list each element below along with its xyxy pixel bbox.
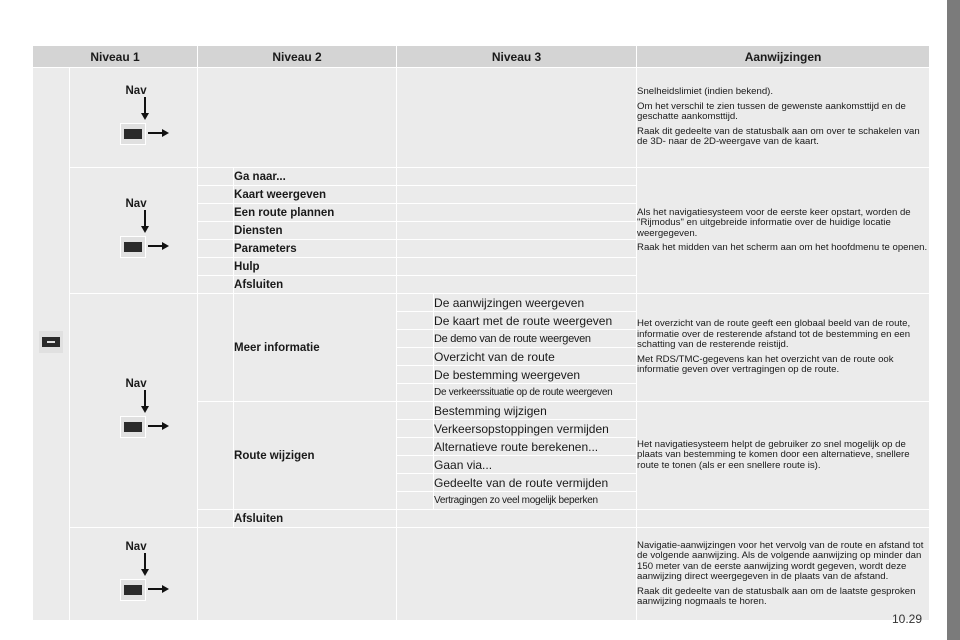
screen-key-icon: [120, 579, 146, 601]
menu-item-diensten[interactable]: Diensten: [234, 222, 397, 240]
note-block-4: Het navigatiesysteem helpt de gebruiker zo snel mogelijk op de plaats van bestemming te komen door een alternatieve, snellere route te tonen (als er een snellere route is).: [637, 402, 930, 510]
menu-item-route-wijzigen[interactable]: Route wijzigen: [234, 402, 397, 510]
menu-item-kaart-weergeven[interactable]: Kaart weergeven: [234, 186, 397, 204]
submenu-item[interactable]: De demo van de route weergeven: [434, 330, 637, 348]
arrow-down-icon: [140, 390, 150, 414]
nav-label: Nav: [125, 377, 147, 390]
page-edge-strip: [947, 0, 960, 640]
arrow-right-icon: [148, 583, 170, 595]
submenu-item[interactable]: Overzicht van de route: [434, 348, 637, 366]
submenu-item[interactable]: De kaart met de route weergeven: [434, 312, 637, 330]
nav-cell-3: [70, 294, 198, 528]
level1-cell: [33, 68, 70, 621]
arrow-down-icon: [140, 210, 150, 234]
menu-item-ga-naar[interactable]: Ga naar...: [234, 168, 397, 186]
arrow-right-icon: [148, 127, 170, 139]
page-number: 10.29: [892, 612, 923, 626]
nav-label: Nav: [125, 541, 147, 553]
arrow-down-icon: [140, 97, 150, 121]
screen-key-icon: [120, 123, 146, 145]
nav-cell-1: [70, 68, 198, 168]
menu-item-afsluiten-2[interactable]: Afsluiten: [234, 510, 397, 528]
level3-empty-1: [397, 68, 637, 168]
note-block-3: Het overzicht van de route geeft een globaal beeld van de route, informatie over de resterende afstand tot de bestemming en een schatting van de resterende reistijd. Met RDS/TMC-gegevens kan het overzicht van de route ook informatie geven over vertragingen op de route.: [637, 294, 930, 402]
submenu-item[interactable]: Gaan via...: [434, 456, 637, 474]
header-niveau-1: Niveau 1: [33, 46, 198, 68]
menu-key-icon: [39, 331, 63, 353]
header-aanwijzingen: Aanwijzingen: [637, 46, 930, 68]
submenu-item[interactable]: Alternatieve route berekenen...: [434, 438, 637, 456]
arrow-right-icon: [148, 240, 170, 252]
menu-item-een-route-plannen[interactable]: Een route plannen: [234, 204, 397, 222]
note-block-2: Als het navigatiesysteem voor de eerste keer opstart, worden de "Rijmodus" en uitgebreide informatie over de huidige locatie weergegeven. Raak het midden van het scherm aan om het hoofdmenu te openen.: [637, 168, 930, 294]
header-niveau-3: Niveau 3: [397, 46, 637, 68]
arrow-right-icon: [148, 420, 170, 432]
header-niveau-2: Niveau 2: [198, 46, 397, 68]
arrow-down-icon: [140, 553, 150, 577]
submenu-item[interactable]: De bestemming weergeven: [434, 366, 637, 384]
nav-label: Nav: [125, 84, 147, 97]
nav-cell-2: [70, 168, 198, 294]
level2-empty-1: [198, 68, 397, 168]
nav-label: Nav: [125, 197, 147, 210]
submenu-item[interactable]: Vertragingen zo veel mogelijk beperken: [434, 492, 637, 510]
submenu-item[interactable]: Verkeersopstoppingen vermijden: [434, 420, 637, 438]
note-block-5: Navigatie-aanwijzingen voor het vervolg van de route en afstand tot de volgende aanwijzing. Als de volgende aanwijzing op minder dan 150 meter van de eerste aanwijzing wordt gegeven, wordt deze aanwijzing direct weergegeven in de plaats van de afstand. Raak dit gedeelte van de statusbalk aan om de laatste gesproken aanwijzing nogmaals te horen.: [637, 528, 930, 621]
menu-item-hulp[interactable]: Hulp: [234, 258, 397, 276]
submenu-item[interactable]: Bestemming wijzigen: [434, 402, 637, 420]
submenu-item[interactable]: Gedeelte van de route vermijden: [434, 474, 637, 492]
screen-key-icon: [120, 236, 146, 258]
submenu-item[interactable]: De aanwijzingen weergeven: [434, 294, 637, 312]
nav-cell-4: [70, 528, 198, 621]
menu-table: [32, 45, 930, 621]
menu-item-parameters[interactable]: Parameters: [234, 240, 397, 258]
screen-key-icon: [120, 416, 146, 438]
note-block-1: Snelheidslimiet (indien bekend). Om het verschil te zien tussen de gewenste aankomsttijd en de geschatte aankomsttijd. Raak dit gedeelte van de statusbalk aan om over te schakelen van de 3D- naar de 2D-weergave van de kaart.: [637, 68, 930, 168]
level2-spacer: [198, 168, 234, 186]
menu-item-meer-informatie[interactable]: Meer informatie: [234, 294, 397, 402]
menu-item-afsluiten[interactable]: Afsluiten: [234, 276, 397, 294]
submenu-item[interactable]: De verkeerssituatie op de route weergeven: [434, 384, 637, 402]
